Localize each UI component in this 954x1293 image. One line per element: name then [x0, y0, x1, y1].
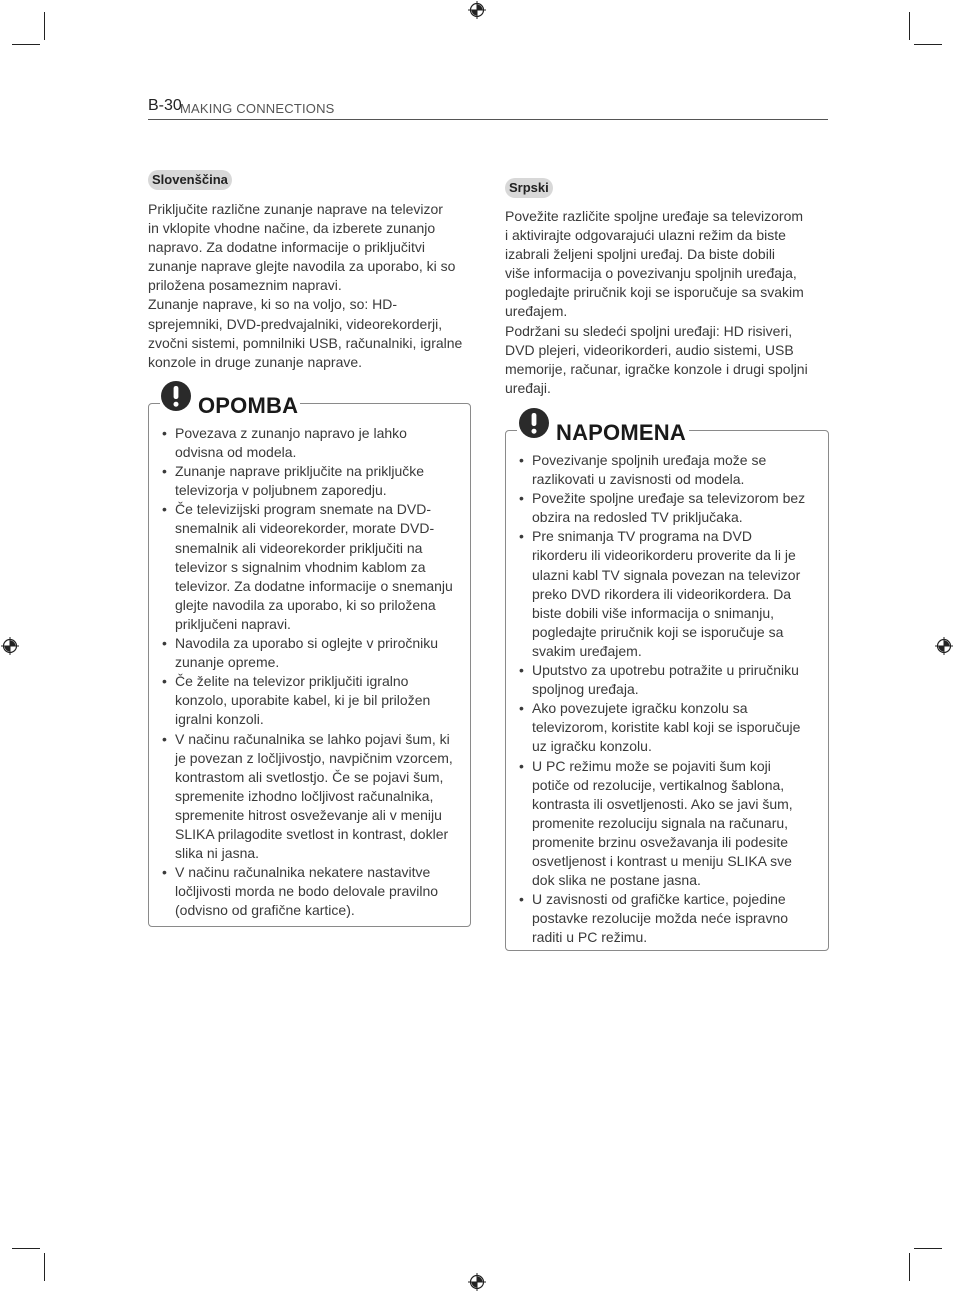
crop-mark	[44, 1253, 45, 1281]
registration-mark-icon	[468, 1273, 486, 1291]
list-item: • Povezava z zunanjo napravo je lahko odvisna od modela.	[162, 424, 462, 462]
registration-mark-icon	[468, 1, 486, 19]
list-item: • Če želite na televizor priključiti igralno konzolo, uporabite kabel, ki je bil priložen igralni konzoli.	[162, 672, 462, 729]
list-item: • U PC režimu može se pojaviti šum koji potiče od rezolucije, vertikalnog šablona, kontrasta ili osvetljenosti. Ako se javi šum, promenite rezoluciju signala na računaru, promenite brzinu osvežavanja ili podesite osvetljenost i kontrast u meniju SLIKA sve dok slika ne postane jasna.	[519, 757, 821, 891]
list-item: • V načinu računalnika nekatere nastavitve ločljivosti morda ne bodo delovale pravilno (odvisno od grafične kartice).	[162, 863, 462, 920]
note-list-serbian	[519, 451, 821, 947]
list-item: • Povežite spoljne uređaje sa televizorom bez obzira na redosled TV priključaka.	[519, 489, 821, 527]
crop-mark	[44, 12, 45, 40]
list-item: • Povezivanje spoljnih uređaja može se razlikovati u zavisnosti od modela.	[519, 451, 821, 489]
list-item: • Če televizijski program snemate na DVD- snemalnik ali videorekorder, morate DVD- snemalnik ali videorekorder priključiti na televizor s signalnim vhodnim kablom za televizor. Za dodatne informacije o snemanju glejte navodila za uporabo, ki so priložena priključeni napravi.	[162, 500, 462, 634]
registration-mark-icon	[1, 637, 19, 655]
language-badge-serbian: Srpski	[505, 178, 553, 198]
list-item: • Ako povezujete igračku konzolu sa televizorom, koristite kabl koji se isporučuje uz igračku konzolu.	[519, 699, 821, 756]
list-item: • U zavisnosti od grafičke kartice, pojedine postavke rezolucije možda neće ispravno raditi u PC režimu.	[519, 890, 821, 947]
page-number: B-30	[148, 97, 182, 114]
registration-mark-icon	[935, 637, 953, 655]
crop-mark	[909, 1253, 910, 1281]
intro-paragraph-serbian: Povežite različite spoljne uređaje sa televizorom i aktivirajte odgovarajući ulazni režim da biste izabrali željeni spoljni uređaj. Da biste dobili više informacija o povezivanju spoljnih uređaja, pogledajte priručnik koji se isporučuje sa svakim uređajem. Podržani su sledeći spoljni uređaji: HD risiveri, DVD plejeri, videorikorderi, audio sistemi, USB memorije, računar, igračke konzole i drugi spoljni uređaji.	[505, 208, 808, 396]
exclamation-circle-icon	[160, 380, 192, 412]
list-item: • Uputstvo za upotrebu potražite u priručniku spoljnog uređaja.	[519, 661, 821, 699]
note-list-slovenian	[162, 424, 462, 920]
crop-mark	[914, 1248, 942, 1249]
list-item: • V načinu računalnika se lahko pojavi šum, ki je povezan z ločljivostjo, navpičnim vzorcem, kontrastom ali svetlostjo. Če se pojavi šum, spremenite izhodno ločljivost računalnika, spremenite hitrost osveževanje ali v meniju SLIKA prilagodite svetlost in kontrast, dokler slika ni jasna.	[162, 730, 462, 864]
crop-mark	[12, 44, 40, 45]
note-title-slovenian: OPOMBA	[198, 393, 299, 418]
intro-paragraph-slovenian: Priključite različne zunanje naprave na televizor in vklopite vhodne načine, da izberete zunanjo napravo. Za dodatne informacije o priključitvi zunanje naprave glejte navodila za uporabo, ki so priložena posameznim napravi. Zunanje naprave, ki so na voljo, so: HD- sprejemniki, DVD-predvajalniki, videorekorderji, zvočni sistemi, pomnilniki USB, računalniki, igralne konzole in druge zunanje naprave.	[148, 201, 463, 370]
language-badge-slovenian: Slovenščina	[148, 170, 232, 190]
crop-mark	[12, 1248, 40, 1249]
list-item: • Pre snimanja TV programa na DVD rikorderu ili videorikorderu proverite da li je ulazni kabl TV signala povezan na televizor preko DVD rikordera ili videorikordera. Da biste dobili više informacija o snimanju, pogledajte priručnik koji se isporučuje sa svakim uređajem.	[519, 527, 821, 661]
section-title: MAKING CONNECTIONS	[180, 101, 335, 116]
list-item: • Zunanje naprave priključite na priključke televizorja v poljubnem zaporedju.	[162, 462, 462, 500]
list-item: • Navodila za uporabo si oglejte v priročniku zunanje opreme.	[162, 634, 462, 672]
crop-mark	[909, 12, 910, 40]
crop-mark	[914, 44, 942, 45]
note-title-serbian: NAPOMENA	[556, 420, 686, 445]
page-header	[148, 97, 828, 120]
exclamation-circle-icon	[518, 407, 550, 439]
